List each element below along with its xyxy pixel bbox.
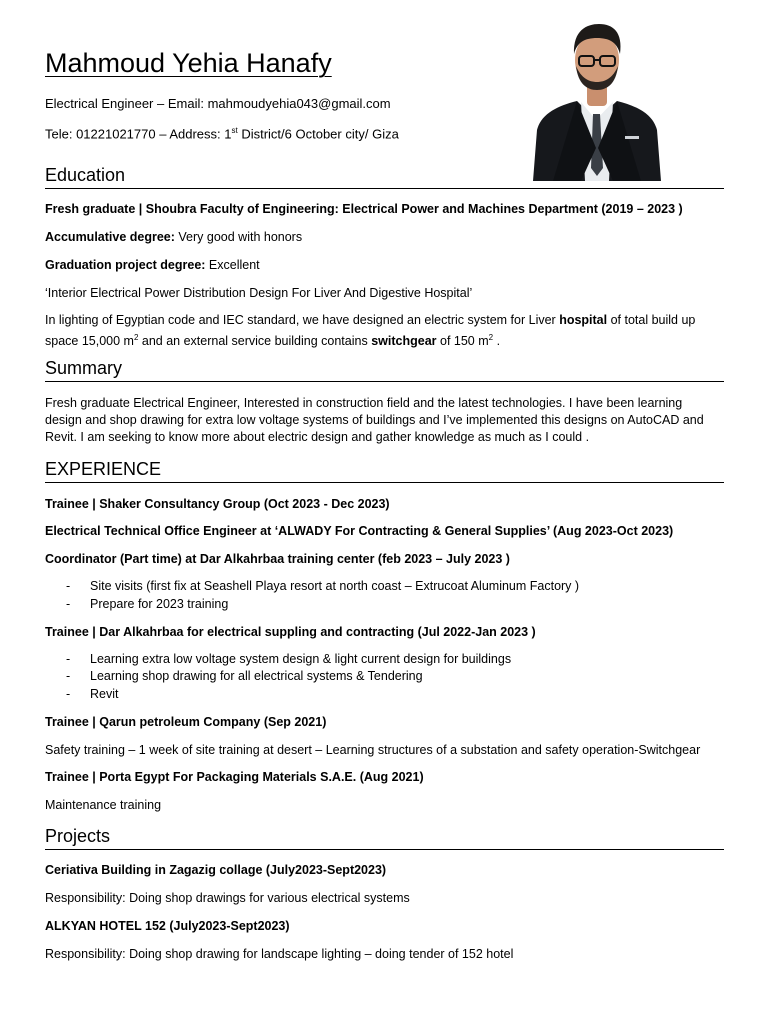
- project-ceriativa-desc: Responsibility: Doing shop drawings for various electrical systems: [45, 891, 410, 905]
- candidate-name: Mahmoud Yehia Hanafy: [45, 48, 332, 78]
- experience-job-coordinator: Coordinator (Part time) at Dar Alkahrbaa training center (feb 2023 – July 2023 ): [45, 552, 510, 566]
- experience-job-dar-alkahrbaa: Trainee | Dar Alkahrbaa for electrical suppling and contracting (Jul 2022-Jan 2023 ): [45, 625, 536, 639]
- experience-job-qarun-desc: Safety training – 1 week of site training at desert – Learning structures of a substation and safety operation-Switchgear: [45, 743, 701, 757]
- project-ceriativa-title: Ceriativa Building in Zagazig collage (July2023-Sept2023): [45, 863, 387, 877]
- summary-heading: Summary: [45, 358, 724, 382]
- experience-job-porta-desc: Maintenance training: [45, 798, 162, 812]
- education-degree-line: Fresh graduate | Shoubra Faculty of Engineering: Electrical Power and Machines Department (2019 – 2023 ): [45, 202, 683, 216]
- list-item: - Prepare for 2023 training: [66, 597, 229, 611]
- experience-job-porta: Trainee | Porta Egypt For Packaging Materials S.A.E. (Aug 2021): [45, 770, 424, 784]
- list-item: - Learning shop drawing for all electrical systems & Tendering: [66, 669, 423, 683]
- experience-heading: EXPERIENCE: [45, 459, 724, 483]
- experience-job-qarun: Trainee | Qarun petroleum Company (Sep 2021): [45, 715, 327, 729]
- project-alkyan-desc: Responsibility: Doing shop drawing for landscape lighting – doing tender of 152 hotel: [45, 947, 514, 961]
- phone-address-line: Tele: 01221021770 – Address: 1st District/6 October city/ Giza: [45, 126, 399, 142]
- profile-photo: [533, 8, 661, 181]
- list-item: - Revit: [66, 687, 119, 701]
- experience-job-shaker: Trainee | Shaker Consultancy Group (Oct 2023 - Dec 2023): [45, 497, 390, 511]
- projects-heading: Projects: [45, 826, 724, 850]
- experience-job-alwady: Electrical Technical Office Engineer at ‘ALWADY For Contracting & General Supplies’ (Aug 2023-Oct 2023): [45, 524, 674, 538]
- accumulative-degree: Accumulative degree: Very good with honors: [45, 230, 303, 244]
- graduation-project-description: In lighting of Egyptian code and IEC standard, we have designed an electric system for Liver hospital of total build up space 15,000 $m^2$ and an external service building contains switchgear of 150 $m^2$ .: [45, 313, 696, 349]
- role-email-line: Electrical Engineer – Email: mahmoudyehia043@gmail.com: [45, 96, 391, 111]
- graduation-project-degree: Graduation project degree: Excellent: [45, 258, 260, 272]
- list-item: - Learning extra low voltage system design & light current design for buildings: [66, 652, 512, 666]
- education-heading: Education: [45, 165, 724, 189]
- graduation-project-title: ‘Interior Electrical Power Distribution Design For Liver And Digestive Hospital’: [45, 286, 473, 300]
- list-item: - Site visits (first fix at Seashell Playa resort at north coast – Extrucoat Aluminum Factory ): [66, 579, 580, 593]
- summary-text: Fresh graduate Electrical Engineer, Interested in construction field and the latest technologies. I have been learning design and shop drawing for extra low voltage systems of buildings and I’ve implemented this designs on AutoCAD and Revit. I am seeking to know more about electric design and gather knowledge as much as I could .: [45, 396, 704, 444]
- project-alkyan-title: ALKYAN HOTEL 152 (July2023-Sept2023): [45, 919, 290, 933]
